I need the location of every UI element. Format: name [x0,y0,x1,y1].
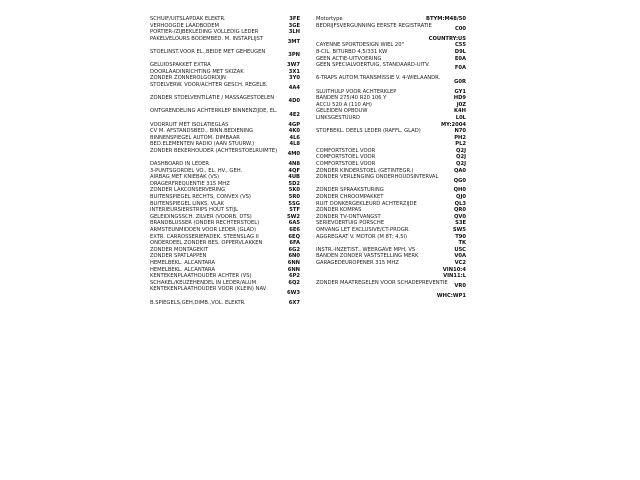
option-row [150,273,300,280]
option-description: COMFORTSTOEL VOOR [316,154,376,161]
option-row [150,108,300,121]
option-code: 5D2 [288,180,300,187]
option-description: KENTEKENPLAATHOUDER VOOR (KLEIN) NAV [150,286,267,293]
option-description: OMVANG LET EXCLUSIVE/CT-PROGR. [316,227,410,233]
option-code: D9L [454,48,466,55]
option-row [316,273,466,280]
option-code: 6X7 [288,299,300,306]
option-code: 6NN [287,266,300,273]
option-row [316,49,466,56]
option-row [316,293,466,300]
option-row [316,95,466,102]
option-description: INTERIEURSIERSTRIPS HOUT STIJL [150,207,239,214]
option-row [316,56,466,63]
option-row [150,181,300,188]
option-row [150,23,300,30]
option-description: AIRBAG MET KNIEBAK (VS) [150,174,220,181]
option-row [150,174,300,181]
option-row [316,253,466,260]
option-row [150,168,300,175]
option-row [316,168,466,175]
option-description: Motortype [316,16,343,22]
option-row [316,16,466,23]
page-margin [528,0,640,480]
option-row [316,89,466,96]
option-description: STOELINST.VOOR EL.,BEIDE MET GEHEUGEN [150,48,266,55]
option-description: GEEN ACTIE-UITVOERING [316,55,382,62]
option-row [316,141,466,148]
option-description: ZONDER VERLENGING ONDERHOUDSINTERVAL [316,174,439,181]
option-code: 4L8 [289,141,300,148]
option-code: HD9 [453,95,466,102]
option-code: WHC:WP1 [436,292,466,299]
option-description: SERIEVOERTUIG PORSCHE [316,220,385,227]
option-description: BANDEN ZONDER VASTSTELLING MERK [316,253,419,260]
option-row [316,42,466,49]
option-code: 3MT [287,39,300,46]
option-code: 6N0 [288,253,300,260]
option-code: 6EQ [288,233,300,240]
option-row [150,280,300,287]
option-code: 6A5 [288,220,300,227]
option-code: 4QF [288,167,300,174]
option-description: GELUIDSPAKKET EXTRA [150,62,211,69]
option-description: 8-CIL. BITURBO 4,5/331 KW [316,48,388,55]
option-row [316,102,466,109]
option-code: 5TF [289,207,300,214]
option-description: ZONDER KINDERSTOEL (GETINTEGR.) [316,167,414,174]
option-row [150,122,300,129]
option-row [316,75,466,88]
option-description: ACCU 520 A (110 AH) [316,101,372,108]
option-row [316,128,466,135]
option-description: RUIT DONKERGEKLEURD ACHTERZIJDE [316,200,417,207]
option-row [150,62,300,69]
option-row [316,247,466,254]
option-description: HEMELBEKL. ALCANTARA [150,266,215,273]
option-description: KENTEKENPLAATHOUDER ACHTER (VS) [150,273,252,280]
option-code: K4H [454,108,466,115]
option-code: QV0 [453,213,466,220]
option-code: QH0 [453,187,466,194]
option-description: BUITENSPIEGEL RECHTS, CONVEX (VS) [150,194,251,201]
option-list-right [316,16,466,300]
option-code: SW5 [452,227,466,233]
option-description: ARMSTEUNMIDDEN VOOR LEDER (GLAD) [150,227,257,233]
option-row [150,201,300,208]
option-row [316,227,466,234]
option-code: Q2J [456,154,466,161]
option-code: 6P2 [288,273,300,280]
option-description: VERHOOGDE LAADBODEM [150,22,219,29]
option-description: BEDRIJFSVERGUNNING EERSTE REGISTRATIE [316,22,432,29]
option-code: QA0 [453,167,466,174]
option-code: S3E [455,220,466,227]
option-code: N70 [454,128,466,135]
option-code: 3PN [288,52,300,59]
option-description: 3-PUNTSGORDEL VO., EL. HV., GEH. [150,167,243,174]
option-row [150,253,300,260]
option-description: BED.ELEMENTEN RADIO (AAN STUURW.) [150,141,255,148]
option-description: COMFORTSTOEL VOOR [316,147,376,154]
option-description: GELEIDEN OPBOUW [316,108,368,115]
option-row [150,95,300,108]
option-description: BUITENSPIEGEL LINKS, VLAK [150,200,225,207]
option-row [150,260,300,267]
option-description: EXTR. CARROSSERIEFADEK. STEENSLAG II [150,233,259,240]
option-row [150,220,300,227]
option-code: 6W3 [287,289,300,296]
option-row [150,234,300,241]
option-row [150,267,300,274]
option-row [316,267,466,274]
option-code: 4N8 [288,161,300,168]
option-row [316,122,466,129]
option-code: Q2J [456,161,466,168]
option-row [150,207,300,214]
option-description: BRANDBLUSSER (ONDER RECHTERSTOEL) [150,220,260,227]
option-code: 4A4 [288,85,300,92]
option-code: 6E6 [289,227,300,233]
option-code: MY:2004 [441,121,466,128]
option-row [150,227,300,234]
option-description: ONTGRENDELING ACHTERKLEP BINNENZIJDE, EL. [150,108,278,115]
option-description: DASHBOARD IN LEDER [150,161,210,168]
option-description: LINKSGESTUURD [316,114,360,121]
option-code: 6Q2 [288,279,300,286]
option-code: V0A [454,253,466,260]
option-row [150,29,300,36]
option-code: 4UB [288,174,300,181]
option-description: B.SPIEGELS,GEH,DIMB.,VOL. ELEKTR. [150,299,246,306]
option-description: AGGREGAAT V. MOTOR (M 8T; 4,5l) [316,233,408,240]
option-code: 5K0 [288,187,300,194]
option-row [150,161,300,168]
option-row [316,194,466,201]
option-row [150,286,300,299]
option-description: GARAGEDEUROPENER 315 MHZ [316,259,399,266]
option-row [150,214,300,221]
option-description: DRAGERFREQUENTIE 315 MHZ [150,180,230,187]
option-description: ZONDER SPRAAKSTURING [316,187,384,194]
option-code: 3GE [288,22,300,29]
option-code: G0R [454,78,466,85]
option-row [316,154,466,161]
option-row [316,62,466,75]
option-code: QG0 [453,177,466,184]
option-description: ZONDER TV-ONTVANGST [316,213,381,220]
option-code: TK [458,240,466,247]
option-description: BANDEN 275/40 R20 106 Y [316,95,387,102]
option-code: 4E2 [289,111,300,118]
option-code: F0A [454,65,466,72]
option-code: QL3 [454,200,466,207]
option-row [150,82,300,95]
option-description: SCHUIF/UITSLAPDAK ELEKTR. [150,16,226,22]
option-code: QJ0 [456,194,466,201]
option-row [316,201,466,208]
option-code: 4D0 [288,98,300,105]
option-row [316,207,466,214]
option-row [150,141,300,148]
option-row [150,128,300,135]
option-row [150,16,300,23]
option-description: CV M. AFSTANDSBED., BINN.BEDIENING [150,128,254,135]
option-row [316,260,466,267]
option-description: SLUITHULP VOOR ACHTERKLEP [316,88,397,95]
option-description: ZONDER SPATLAPPEN [150,253,207,260]
option-row [150,187,300,194]
option-code: QR0 [453,207,466,214]
option-code: 4K0 [288,128,300,135]
option-row [150,148,300,161]
option-description: PAKELVELOURS BODEMBED. M. INSTAPLIJST [150,35,264,42]
option-description: ZONDER KOMPAS [316,207,362,214]
option-code: PL2 [455,141,466,148]
option-row [150,240,300,247]
option-code: 4M0 [287,151,300,158]
option-description: VOORRUIT MET ISOLATIEGLAS [150,121,229,128]
option-row [150,135,300,142]
option-row [150,247,300,254]
option-description: GELEIDINGSSCH. ZILVER (VOORB. DTS) [150,213,252,220]
option-code: VIN10:4 [442,266,466,273]
option-code: VIN11:L [443,273,466,280]
option-code: PH2 [454,134,466,141]
option-code: 6FA [289,240,300,247]
option-description: ZONDER CHROOMPAKKET [316,194,384,201]
option-description: STOELVERW. VOOR/ACHTER GESCH. REGELB. [150,81,268,88]
option-code: 4L6 [289,134,300,141]
option-row [316,187,466,194]
option-code: 6NN [287,259,300,266]
option-code: 3W7 [287,62,300,69]
option-code: 5R0 [288,194,300,201]
option-row [316,240,466,247]
option-code: VC2 [454,259,466,266]
option-row [150,300,300,307]
option-description: ZONDER MAATREGELEN VOOR SCHADEPREVENTIE [316,279,448,286]
option-code: C55 [454,42,466,49]
option-description: CAYENNE SPORTDESIGN WIEL 20" [316,42,404,49]
option-description: ONDERDEEL ZONDER BES. OPPERVLAKKEN [150,240,263,247]
option-description: STOFBEKL. DEELS LEDER (RAFFL. GLAD) [316,128,421,135]
option-description: ZONDER ZONNEROLGORDIJN [150,75,226,82]
option-description: ZONDER LAKCONSERVERING [150,187,226,194]
option-code: J0Z [456,101,466,108]
option-description: GEEN SPECIALVOERTUIG, STANDAARD-UITV. [316,62,430,69]
option-row [316,174,466,187]
option-description: ZONDER STOELVENTILATIE / MASSAGESTOELEN [150,95,275,102]
option-description: SCHAKEL/KEUZEHENDEL IN LEDER/ALUM [150,279,257,286]
option-code: 5SG [288,200,300,207]
option-description: PORTIER-/ZIJBEKLEDING VOLLEDIG LEDER [150,29,259,36]
option-description: INSTR.-INZETIST., WEERGAVE MPH, VS [316,246,416,253]
option-row [150,69,300,76]
option-row [150,75,300,82]
option-code: C00 [454,25,466,32]
option-code: Q2J [456,147,466,154]
option-code: E0A [454,55,466,62]
option-code: 5W2 [287,213,300,220]
option-row [316,234,466,241]
option-description: COMFORTSTOEL VOOR [316,161,376,168]
option-code: 3Y0 [289,75,300,82]
option-description: ZONDER BEKERHOUDER (ACHTERSTOELRUIMTE) [150,147,278,154]
option-code: U5C [454,246,466,253]
option-row [316,161,466,168]
option-code: L0L [455,114,466,121]
option-code: 3X1 [288,68,300,75]
option-code: VR0 [454,283,466,290]
option-row [316,108,466,115]
option-row [150,194,300,201]
option-row [316,148,466,155]
option-description: ZONDER MONTAGEKIT [150,246,209,253]
option-row [150,36,300,49]
option-code: 6G2 [288,246,300,253]
option-description: BINNENSPIEGEL AUTOM. DIMBAAR [150,134,240,141]
option-code: 3LH [288,29,300,36]
option-code: 3FE [289,16,300,22]
option-row [316,280,466,293]
option-row [316,214,466,221]
option-code: GY1 [454,88,466,95]
option-code: T90 [455,233,466,240]
option-row [316,23,466,36]
option-code: COUNTRY:US [428,35,466,42]
option-description: HEMELBEKL. ALCANTARA [150,259,215,266]
option-code: 4GP [288,121,300,128]
option-row [316,115,466,122]
option-row [316,220,466,227]
option-row [316,135,466,142]
option-code: BTYM:M48/50 [426,16,466,22]
option-list-left [150,16,300,306]
option-description: DOORLAADINRICHTING MET SKIZAK [150,68,244,75]
option-description: 6-TRAPS AUTOM.TRANSMISSIE V. 4-WIELAANDR. [316,75,441,82]
option-row [316,36,466,43]
option-row [150,49,300,62]
